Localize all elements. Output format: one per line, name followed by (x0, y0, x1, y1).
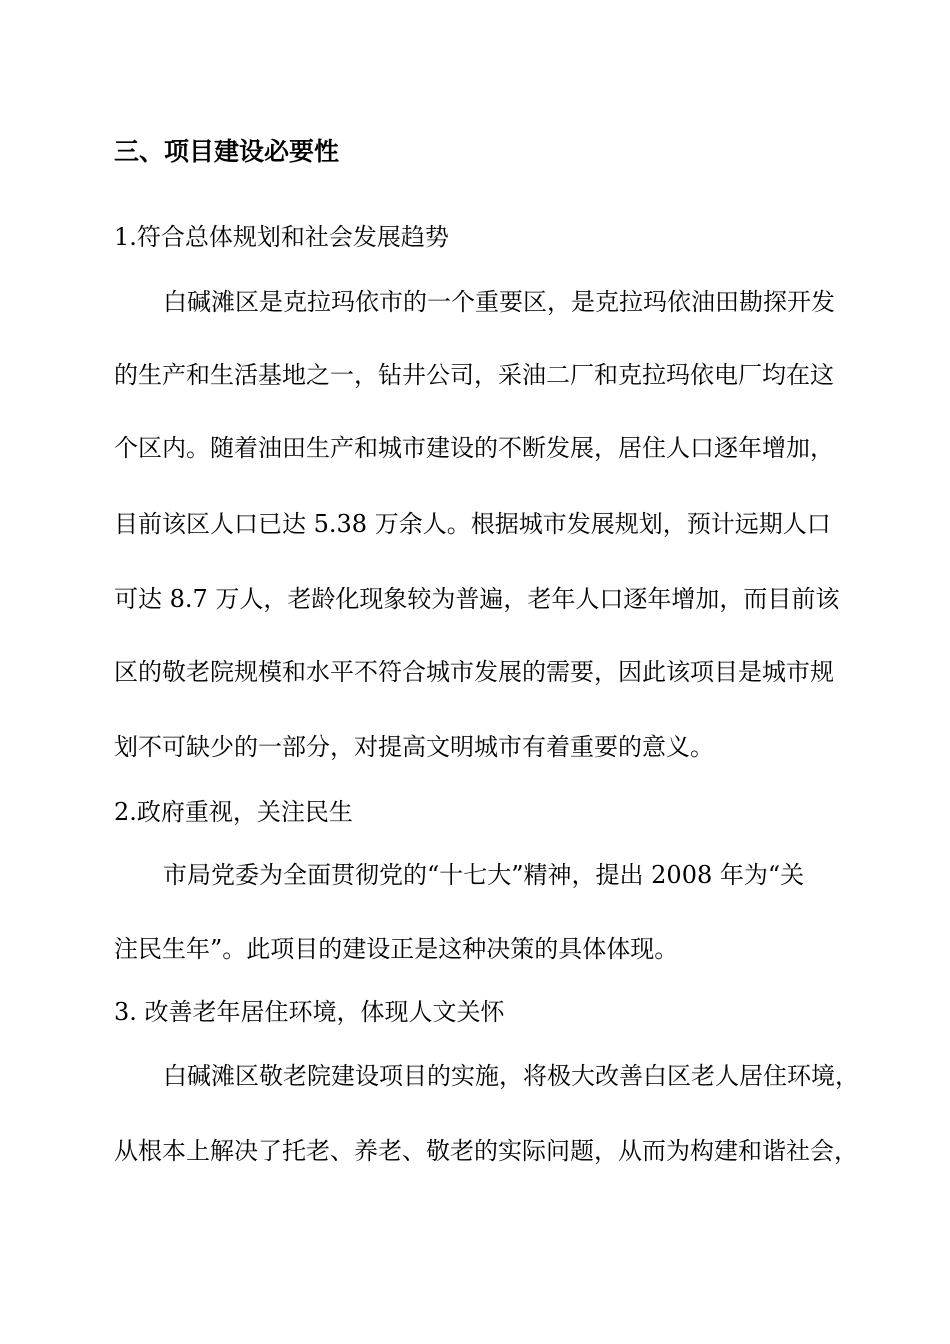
subsection-3-heading: 3. 改善老年居住环境，体现人文关怀 (114, 998, 505, 1026)
paragraph-2-line-1: 市局党委为全面贯彻党的“十七大”精神，提出 2008 年为“关 (163, 861, 805, 889)
subsection-2-heading: 2.政府重视，关注民生 (114, 798, 353, 826)
paragraph-1-line-1: 白碱滩区是克拉玛依市的一个重要区，是克拉玛依油田勘探开发 (163, 288, 835, 316)
subsection-1-heading: 1.符合总体规划和社会发展趋势 (114, 223, 449, 251)
paragraph-1-line-7: 划不可缺少的一部分，对提高文明城市有着重要的意义。 (114, 733, 714, 761)
section-title: 三、项目建设必要性 (114, 137, 340, 166)
paragraph-3-line-1: 白碱滩区敬老院建设项目的实施，将极大改善白区老人居住环境， (163, 1062, 859, 1090)
paragraph-3-line-2: 从根本上解决了托老、养老、敬老的实际问题，从而为构建和谐社会， (114, 1137, 858, 1165)
paragraph-1-line-2: 的生产和生活基地之一，钻井公司，采油二厂和克拉玛依电厂均在这 (114, 361, 834, 389)
paragraph-1-line-6: 区的敬老院规模和水平不符合城市发展的需要，因此该项目是城市规 (114, 658, 834, 686)
paragraph-1-line-5: 可达 8.7 万人，老龄化现象较为普遍，老年人口逐年增加，而目前该 (114, 585, 840, 613)
paragraph-1-line-3: 个区内。随着油田生产和城市建设的不断发展，居住人口逐年增加， (114, 434, 834, 462)
paragraph-1-line-4: 目前该区人口已达 5.38 万余人。根据城市发展规划，预计远期人口 (114, 510, 831, 538)
paragraph-2-line-2: 注民生年”。此项目的建设正是这种决策的具体体现。 (114, 935, 679, 963)
